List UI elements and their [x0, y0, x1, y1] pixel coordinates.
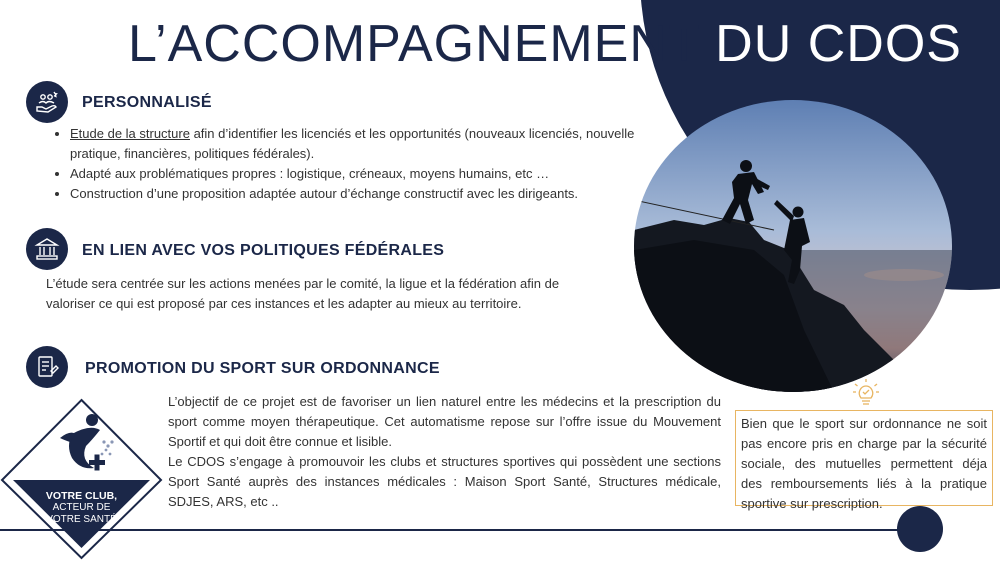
- lightbulb-icon: [852, 378, 880, 408]
- section-heading-politiques: EN LIEN AVEC VOS POLITIQUES FÉDÉRALES: [82, 242, 445, 259]
- list-item: [70, 164, 660, 184]
- badge-caption: [0, 490, 163, 526]
- institution-icon: [26, 228, 68, 270]
- page-title: [128, 14, 962, 74]
- bullet-text: Adapté aux problématiques propres : logistique, créneaux, moyens humains, etc …: [70, 166, 550, 181]
- badge-line-3: VOTRE SANTÉ: [46, 514, 117, 525]
- personnalise-list: [58, 124, 660, 204]
- title-part-light: DU CDOS: [715, 15, 962, 73]
- list-item: [70, 184, 660, 204]
- section-heading-personnalise: PERSONNALISÉ: [82, 94, 212, 111]
- list-item: [70, 124, 660, 164]
- bottom-divider: [0, 529, 910, 531]
- badge-line-1: VOTRE CLUB,: [45, 490, 118, 502]
- hand-people-icon: [26, 81, 68, 123]
- sport-health-badge: [0, 398, 163, 560]
- title-part-dark: L’ACCOMPAGNEMENT: [128, 15, 716, 73]
- promotion-text-1: L’objectif de ce projet est de favoriser un lien naturel entre les médecins et la prescription du sport comme moyen thérapeutique. Cet automatisme repose sur l’offre issue du Mouvement Sportif et qui doit être connue et lisible.: [168, 394, 721, 449]
- prescription-icon: [26, 346, 68, 388]
- climbers-photo: [634, 100, 952, 392]
- politiques-text: L’étude sera centrée sur les actions menées par le comité, la ligue et la fédération afin de valoriser ce qui est proposé par ces instances et les adapter au mieux au territoire.: [46, 276, 560, 311]
- promotion-text-2: Le CDOS s’engage à promouvoir les clubs et structures sportives qui possèdent une sections Sport Santé auprès des instances médicales : Maison Sport Santé, Structures médicale, SDJES, ARS, etc ..: [168, 454, 721, 509]
- bullet-text: afin d’identifier les licenciés et les opportunités (nouveaux licenciés, nouvelle pratique, financières, politiques fédérales).: [70, 126, 635, 161]
- bullet-text: Construction d’une proposition adaptée autour d’échange constructif avec les dirigeants.: [70, 186, 579, 201]
- section-heading-promotion: PROMOTION DU SPORT SUR ORDONNANCE: [85, 360, 440, 377]
- reimbursement-note: Bien que le sport sur ordonnance ne soit pas encore pris en charge par la sécurité sociale, des mutuelles permettent déja des remboursements liés à la pratique sportive sur prescription.: [735, 410, 993, 506]
- badge-line-2: ACTEUR DE: [52, 502, 111, 513]
- structure-study-link[interactable]: Etude de la structure: [70, 126, 190, 141]
- corner-dot: [897, 506, 943, 552]
